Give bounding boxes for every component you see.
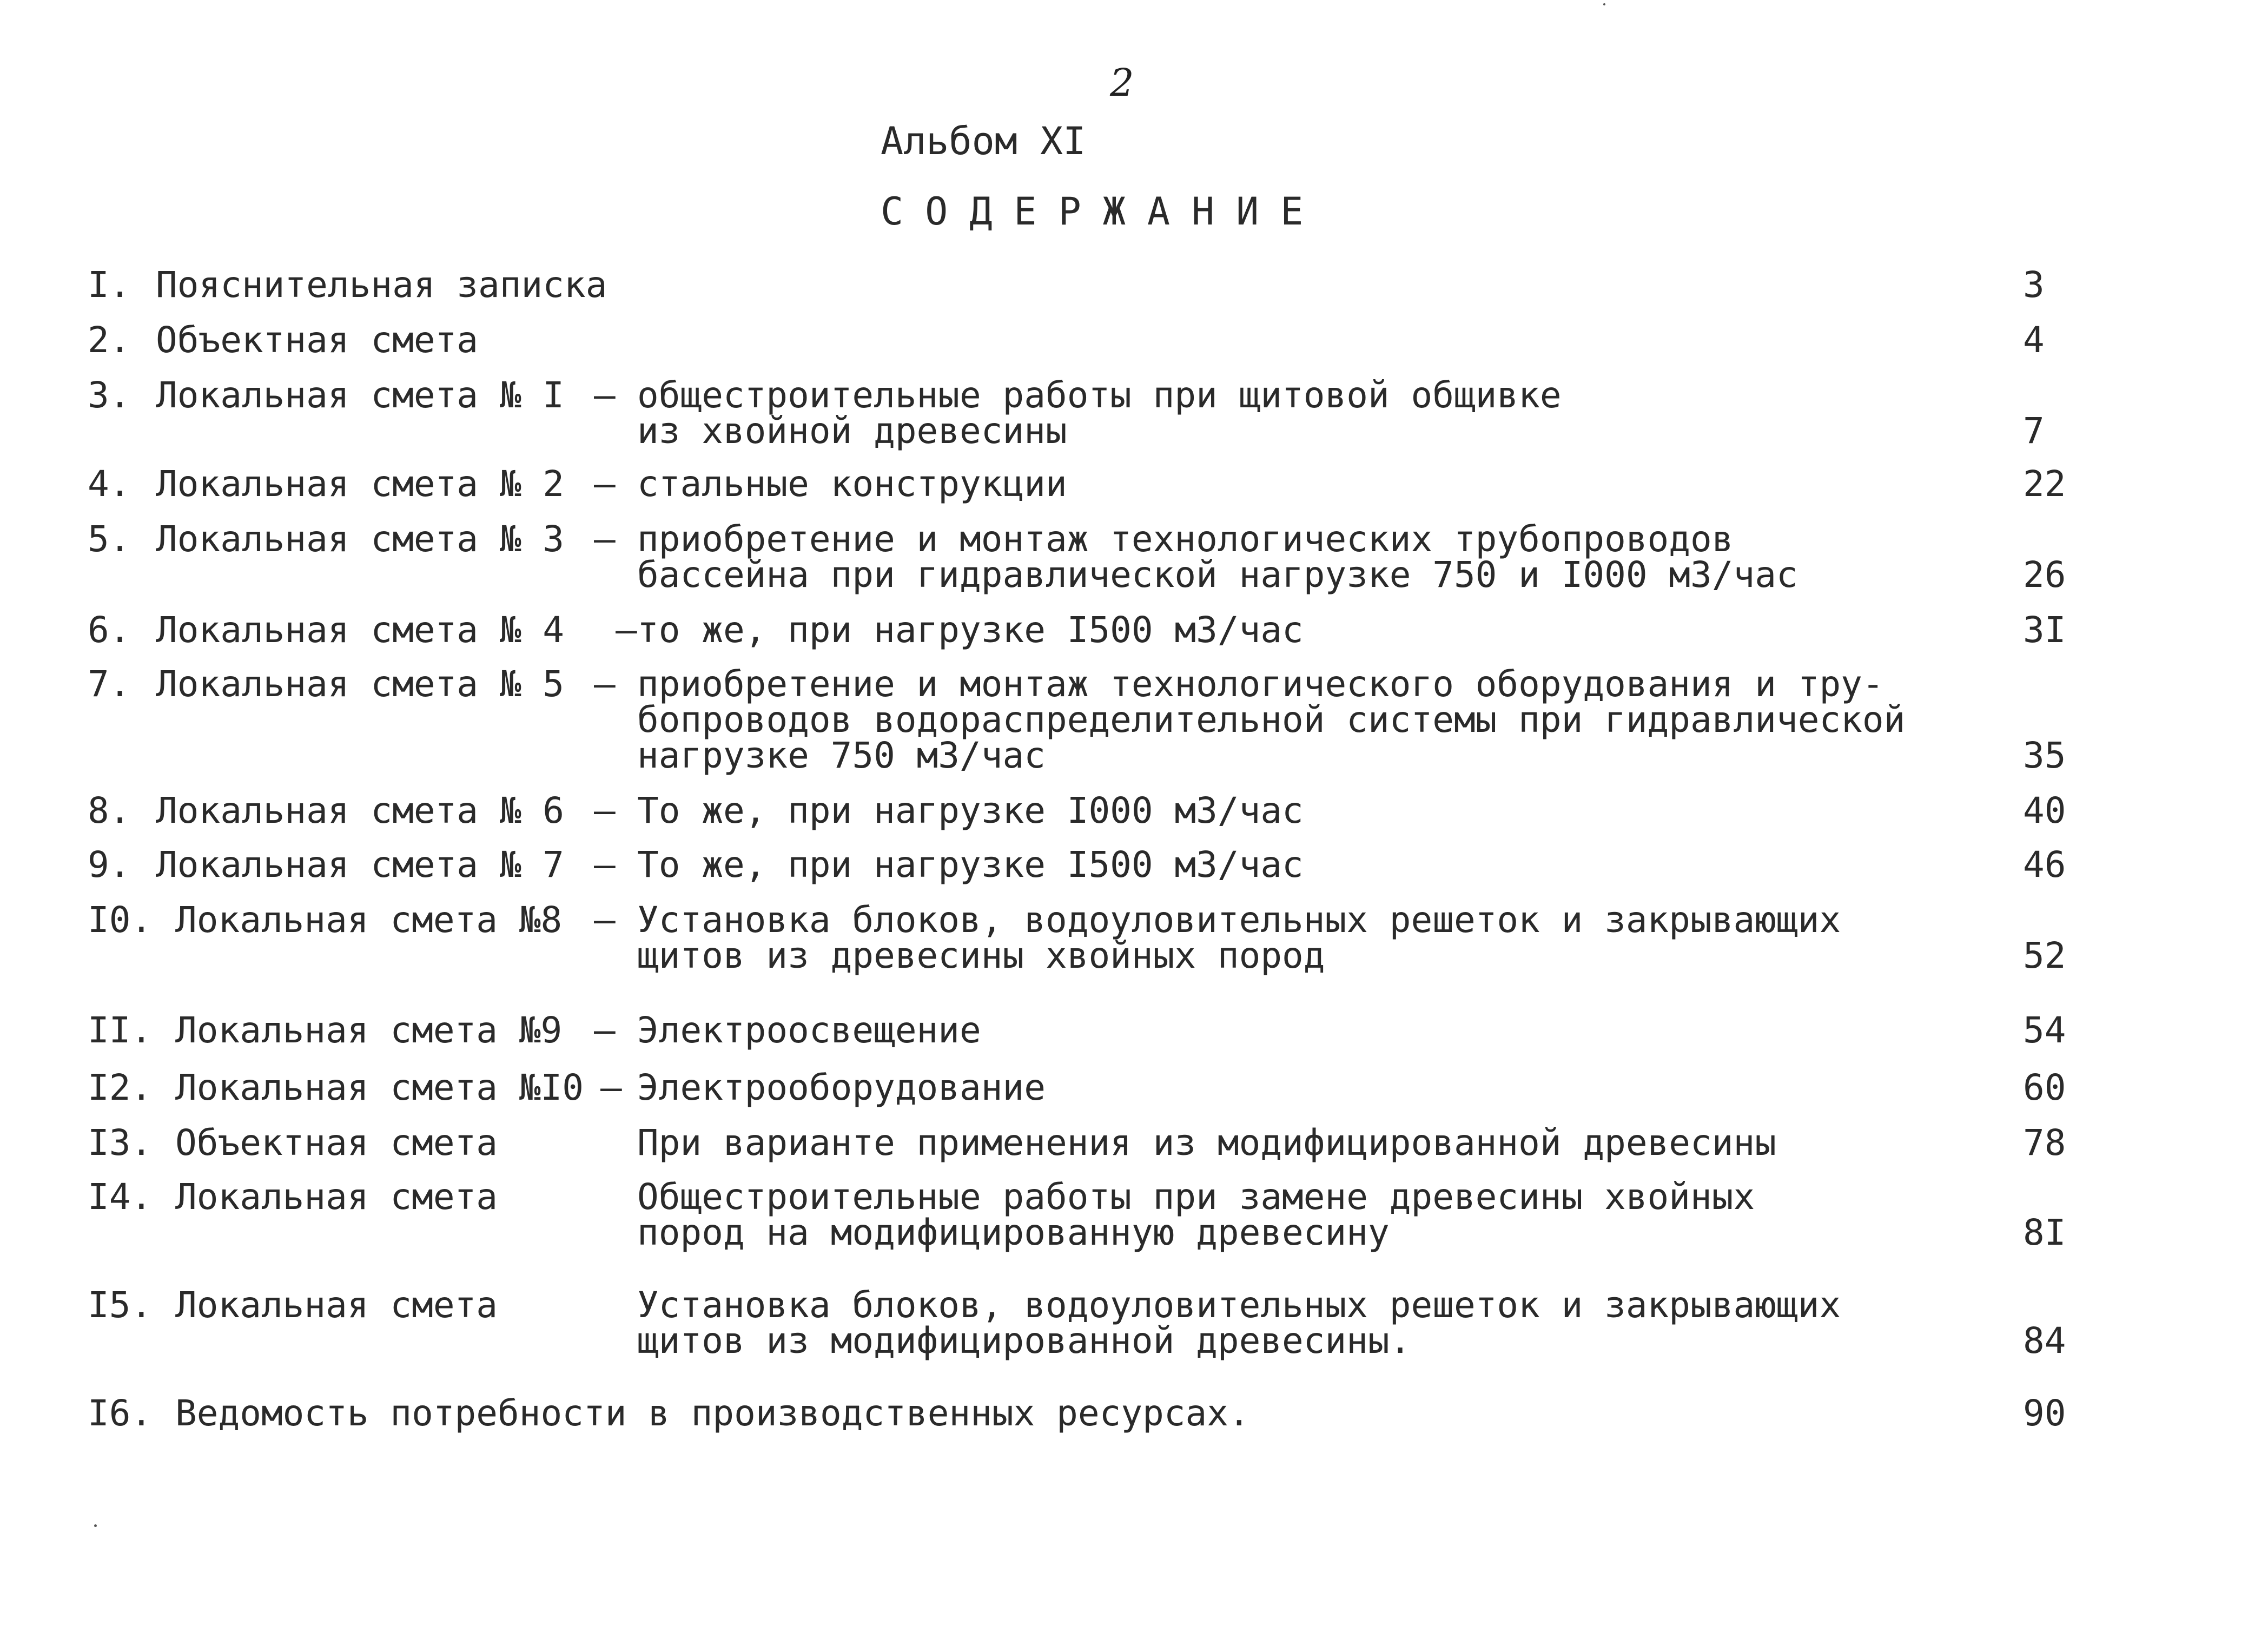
entry-15-label: Локальная смета (175, 1284, 498, 1326)
entry-13-text-line-1: При варианте применения из модифицированной древесины (637, 1122, 1776, 1164)
entry-16-label: Ведомость потребности в производственных ресурсах. (175, 1392, 1250, 1434)
entry-5-label: Локальная смета № 3 (156, 518, 564, 560)
entry-11-label: Локальная смета №9 (175, 1009, 563, 1051)
entry-10-text-line-2: щитов из древесины хвойных пород (637, 935, 1325, 976)
entry-2-label: Объектная смета (156, 319, 479, 361)
entry-3-number: 3. (88, 374, 131, 416)
entry-8-dash: – (594, 790, 616, 831)
entry-12-number: I2. (88, 1067, 153, 1108)
entry-11-number: II. (88, 1009, 153, 1051)
entry-7-label: Локальная смета № 5 (156, 663, 564, 705)
entry-5-page: 26 (2023, 554, 2066, 596)
entry-4-label: Локальная смета № 2 (156, 463, 564, 505)
entry-11-text-line-1: Электроосвещение (637, 1009, 981, 1051)
entry-13-page: 78 (2023, 1122, 2066, 1164)
entry-15-text-line-2: щитов из модифицированной древесины. (637, 1320, 1411, 1362)
entry-14-text-line-1: Общестроительные работы при замене древесины хвойных (637, 1176, 1755, 1218)
entry-7-text-line-1: приобретение и монтаж технологического оборудования и тру- (637, 663, 1884, 705)
entry-11-dash: – (594, 1009, 616, 1051)
entry-6-label: Локальная смета № 4 (156, 609, 564, 651)
entry-16-number: I6. (88, 1392, 153, 1434)
entry-4-text-line-1: стальные конструкции (637, 463, 1067, 505)
entry-12-page: 60 (2023, 1067, 2066, 1108)
contents-heading: СОДЕРЖАНИЕ (881, 189, 1325, 234)
entry-5-dash: – (594, 518, 616, 560)
entry-6-number: 6. (88, 609, 131, 651)
entry-15-page: 84 (2023, 1320, 2066, 1362)
entry-10-text-line-1: Установка блоков, водоуловительных решеток и закрывающих (637, 899, 1841, 941)
entry-8-text-line-1: То же, при нагрузке I000 м3/час (637, 790, 1304, 831)
entry-4-dash: – (594, 463, 616, 505)
entry-8-number: 8. (88, 790, 131, 831)
entry-2-page: 4 (2023, 319, 2045, 361)
entry-1-number: I. (88, 264, 131, 306)
entry-4-page: 22 (2023, 463, 2066, 505)
entry-3-label: Локальная смета № I (156, 374, 564, 416)
entry-3-dash: – (594, 374, 616, 416)
entry-10-page: 52 (2023, 935, 2066, 976)
entry-3-text-line-2: из хвойной древесины (637, 410, 1067, 452)
entry-12-dash: – (600, 1067, 622, 1108)
entry-9-text-line-1: То же, при нагрузке I500 м3/час (637, 844, 1304, 886)
entry-12-label: Локальная смета №I0 (175, 1067, 584, 1108)
entry-15-text-line-1: Установка блоков, водоуловительных решеток и закрывающих (637, 1284, 1841, 1326)
entry-16-page: 90 (2023, 1392, 2066, 1434)
entry-1-page: 3 (2023, 264, 2045, 306)
entry-5-number: 5. (88, 518, 131, 560)
entry-7-page: 35 (2023, 735, 2066, 776)
page-number: 2 (1110, 61, 1134, 105)
entry-14-text-line-2: пород на модифицированную древесину (637, 1212, 1390, 1253)
entry-11-page: 54 (2023, 1009, 2066, 1051)
entry-9-label: Локальная смета № 7 (156, 844, 564, 886)
entry-6-dash: – (616, 609, 637, 651)
entry-4-number: 4. (88, 463, 131, 505)
entry-7-number: 7. (88, 663, 131, 705)
entry-10-dash: – (594, 899, 616, 941)
entry-15-number: I5. (88, 1284, 153, 1326)
scan-speck (1603, 3, 1605, 5)
entry-9-page: 46 (2023, 844, 2066, 886)
entry-14-page: 8I (2023, 1212, 2066, 1253)
entry-13-label: Объектная смета (175, 1122, 498, 1164)
entry-1-label: Пояснительная записка (156, 264, 607, 306)
entry-7-text-line-2: бопроводов водораспределительной системы при гидравлической (637, 699, 1906, 741)
entry-3-text-line-1: общестроительные работы при щитовой общивке (637, 374, 1562, 416)
entry-7-text-line-3: нагрузке 750 м3/час (637, 735, 1046, 776)
entry-10-number: I0. (88, 899, 153, 941)
entry-14-label: Локальная смета (175, 1176, 498, 1218)
scan-speck (94, 1524, 97, 1527)
entry-8-page: 40 (2023, 790, 2066, 831)
entry-8-label: Локальная смета № 6 (156, 790, 564, 831)
entry-5-text-line-2: бассейна при гидравлической нагрузке 750 и I000 м3/час (637, 554, 1798, 596)
entry-7-dash: – (594, 663, 616, 705)
entry-10-label: Локальная смета №8 (175, 899, 563, 941)
album-title: Альбом XI (881, 119, 1086, 163)
entry-5-text-line-1: приобретение и монтаж технологических трубопроводов (637, 518, 1734, 560)
entry-6-page: 3I (2023, 609, 2066, 651)
entry-2-number: 2. (88, 319, 131, 361)
entry-3-page: 7 (2023, 410, 2045, 452)
entry-14-number: I4. (88, 1176, 153, 1218)
entry-9-dash: – (594, 844, 616, 886)
entry-12-text-line-1: Электрооборудование (637, 1067, 1046, 1108)
entry-9-number: 9. (88, 844, 131, 886)
entry-13-number: I3. (88, 1122, 153, 1164)
entry-6-text-line-1: то же, при нагрузке I500 м3/час (637, 609, 1304, 651)
